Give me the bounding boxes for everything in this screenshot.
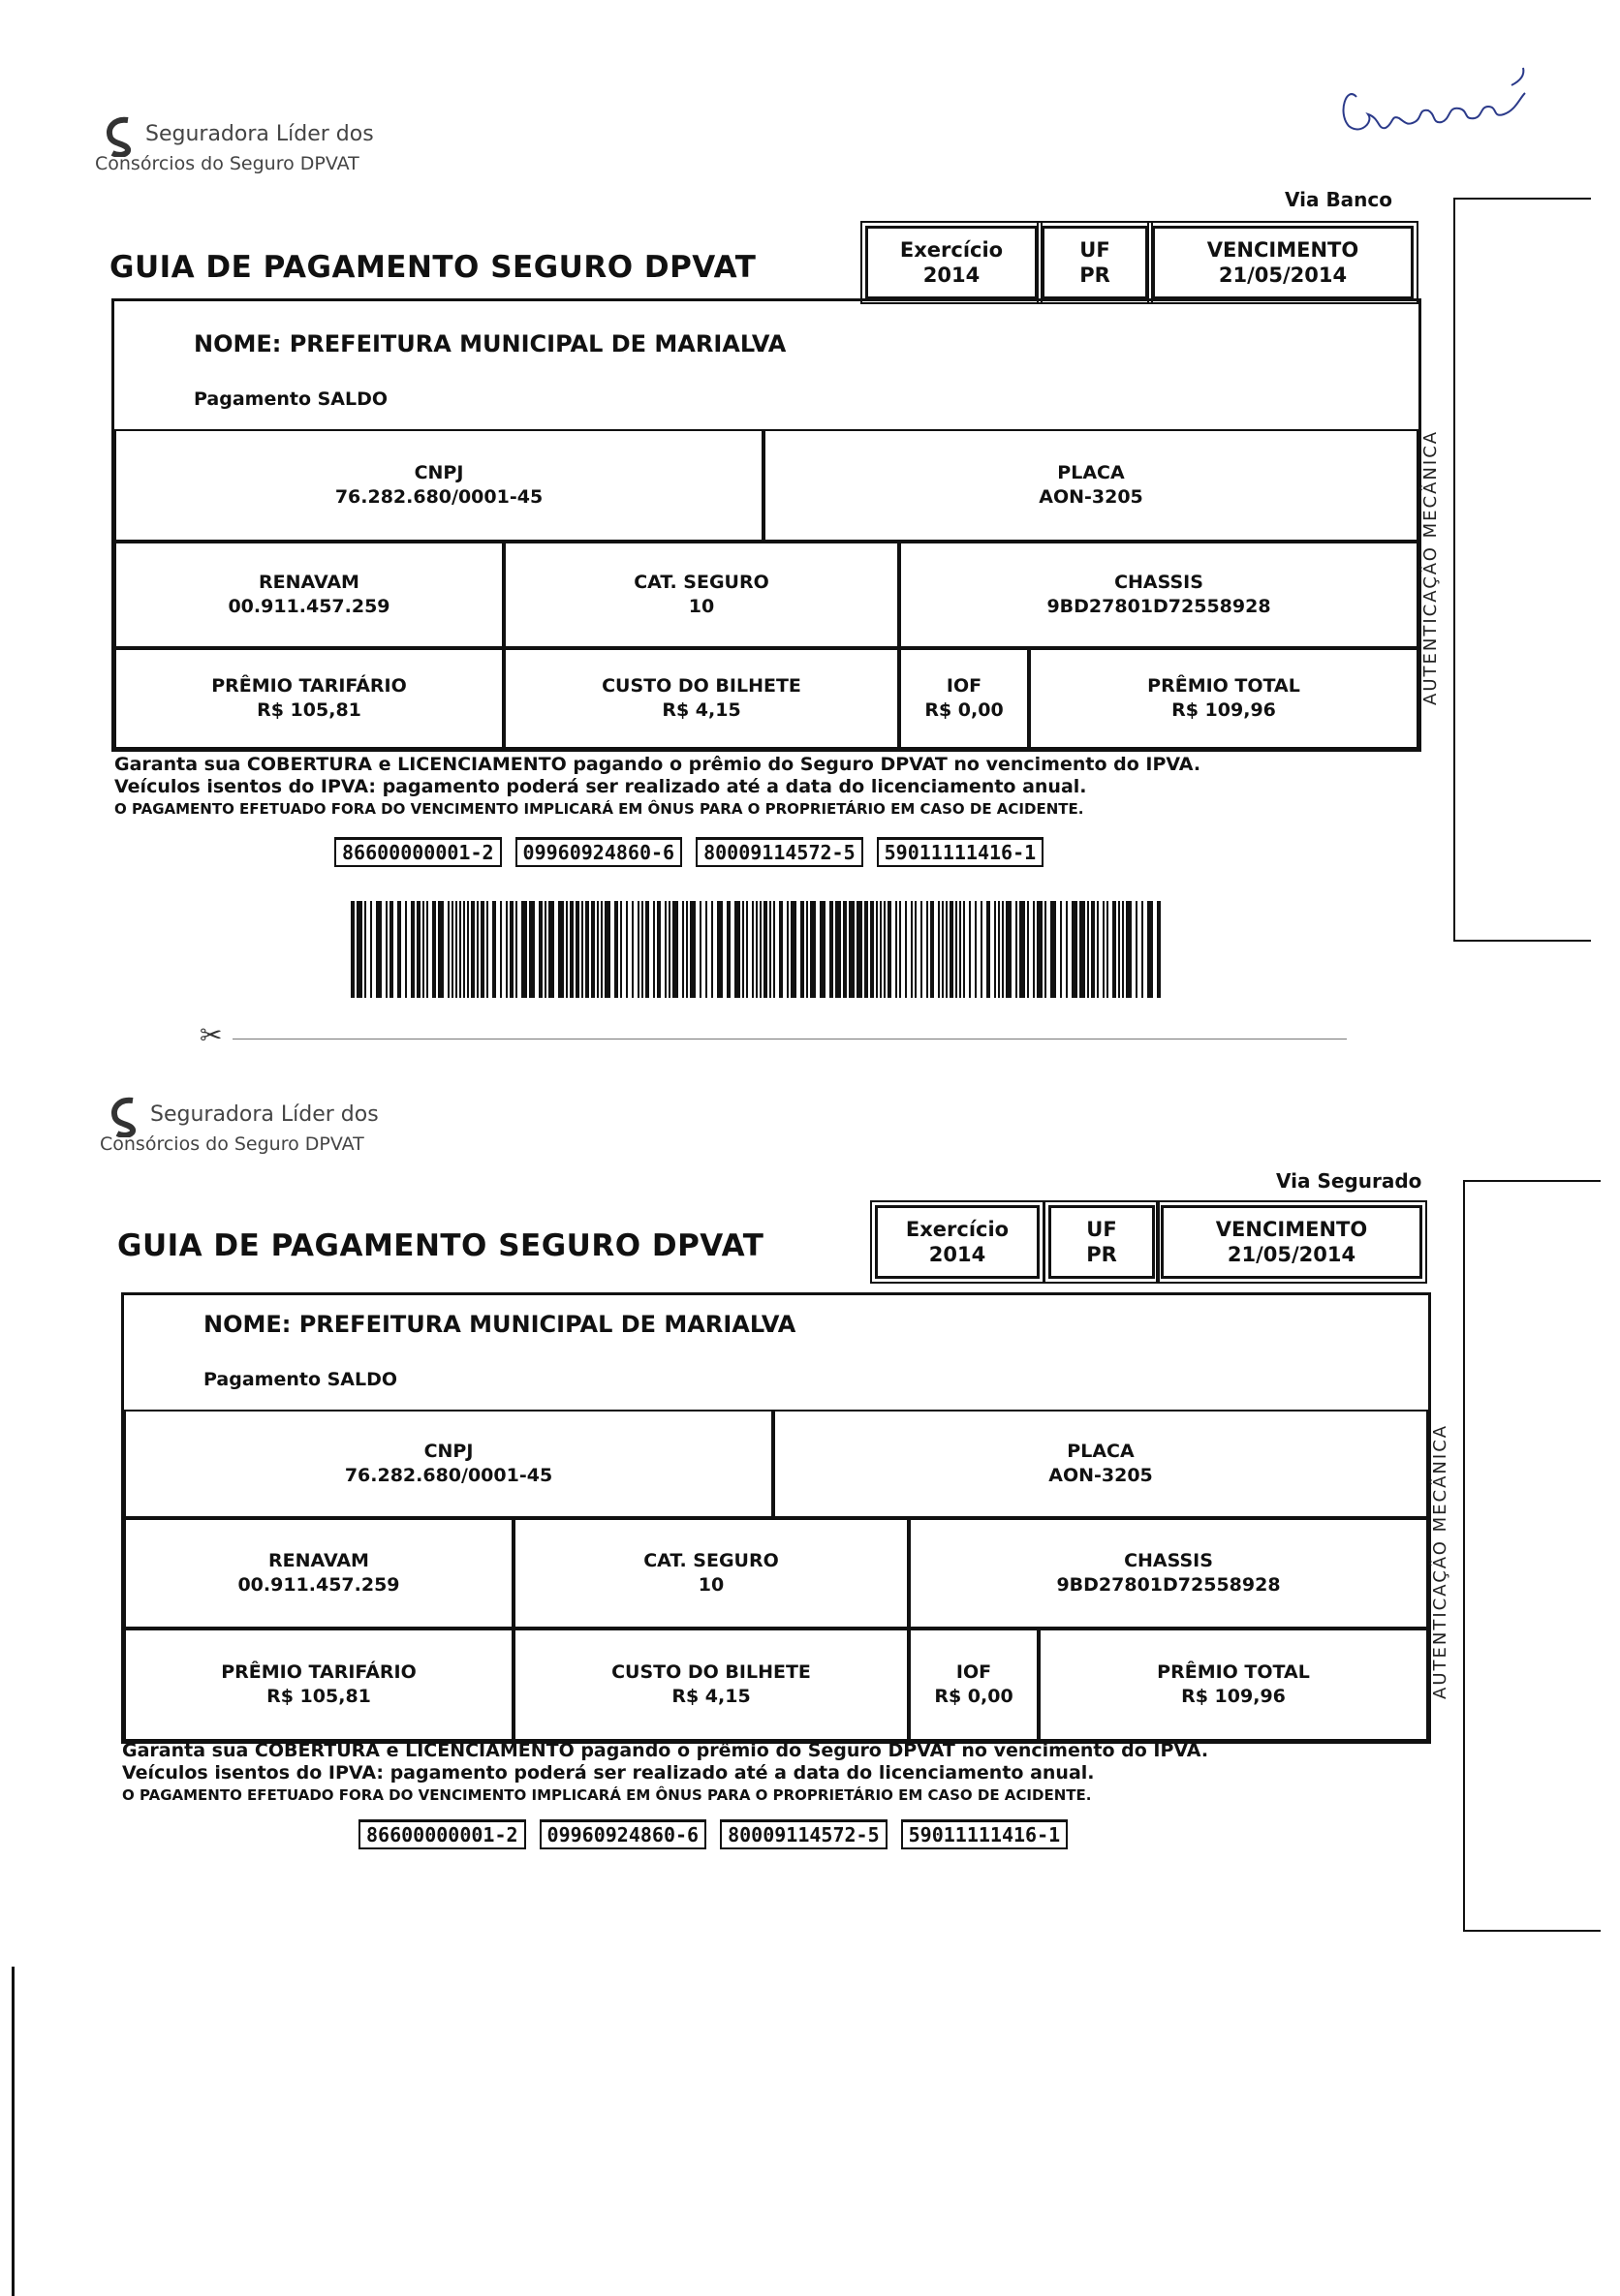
vencimento-box — [1161, 1205, 1422, 1279]
exercicio-value: 2014 — [928, 1243, 986, 1266]
chassis-label: CHASSIS — [1114, 572, 1203, 593]
pagamento-field: Pagamento SALDO — [203, 1369, 398, 1390]
premio-total-value: R$ 109,96 — [1181, 1686, 1286, 1707]
iof-value: R$ 0,00 — [934, 1686, 1013, 1707]
premio-tarifario-value: R$ 105,81 — [266, 1686, 371, 1707]
premio-total-cell — [1039, 1629, 1428, 1741]
autenticacao-mecanica-label: AUTENTICAÇÃO MECÂNICA — [1420, 429, 1441, 705]
via-banco-label: Via Banco — [1285, 188, 1393, 211]
uf-label: UF — [1079, 238, 1110, 262]
iof-label: IOF — [955, 1661, 992, 1683]
renavam-label: RENAVAM — [259, 572, 359, 593]
premio-tarifario-cell — [124, 1629, 514, 1741]
cnpj-cell — [124, 1410, 773, 1518]
chassis-value: 9BD27801D72558928 — [1056, 1574, 1281, 1596]
cat-seguro-label: CAT. SEGURO — [634, 572, 769, 593]
iof-value: R$ 0,00 — [924, 699, 1004, 721]
premio-tarifario-label: PRÊMIO TARIFÁRIO — [221, 1661, 417, 1683]
pagamento-field: Pagamento SALDO — [194, 388, 389, 410]
custo-bilhete-value: R$ 4,15 — [662, 699, 741, 721]
scissors-icon: ✂ — [200, 1019, 223, 1051]
page-title: GUIA DE PAGAMENTO SEGURO DPVAT — [109, 250, 757, 285]
uf-label: UF — [1086, 1218, 1117, 1241]
nome-field: NOME: PREFEITURA MUNICIPAL DE MARIALVA — [194, 330, 787, 357]
barcode-digit-group[interactable]: 09960924860-6 — [515, 837, 683, 867]
placa-label: PLACA — [1057, 462, 1125, 483]
cnpj-label: CNPJ — [414, 462, 464, 483]
note-cobertura: Garanta sua COBERTURA e LICENCIAMENTO pagando o prêmio do Seguro DPVAT no vencimento do IPVA. — [122, 1740, 1209, 1761]
page-title: GUIA DE PAGAMENTO SEGURO DPVAT — [117, 1228, 764, 1263]
uf-value: PR — [1086, 1243, 1117, 1266]
note-cobertura: Garanta sua COBERTURA e LICENCIAMENTO pagando o prêmio do Seguro DPVAT no vencimento do IPVA. — [114, 754, 1201, 775]
renavam-label: RENAVAM — [268, 1550, 369, 1571]
barcode-digit-group[interactable]: 59011111416-1 — [901, 1819, 1069, 1849]
chassis-value: 9BD27801D72558928 — [1046, 596, 1271, 617]
vencimento-value: 21/05/2014 — [1218, 264, 1348, 287]
barcode-digit-group[interactable]: 86600000001-2 — [334, 837, 502, 867]
placa-value: AON-3205 — [1048, 1465, 1153, 1486]
cat-seguro-value: 10 — [698, 1574, 725, 1596]
custo-bilhete-label: CUSTO DO BILHETE — [602, 675, 801, 697]
cat-seguro-value: 10 — [688, 596, 715, 617]
logo-name-line2: Consórcios do Seguro DPVAT — [100, 1133, 364, 1155]
note-isentos: Veículos isentos do IPVA: pagamento poderá ser realizado até a data do licenciamento anual. — [122, 1762, 1095, 1784]
barcode-digit-group[interactable]: 80009114572-5 — [720, 1819, 888, 1849]
note-isentos: Veículos isentos do IPVA: pagamento poderá ser realizado até a data do licenciamento anual. — [114, 776, 1087, 797]
seguradora-logo — [100, 1095, 449, 1172]
cat-seguro-label: CAT. SEGURO — [643, 1550, 779, 1571]
vencimento-label: VENCIMENTO — [1215, 1218, 1368, 1241]
uf-box — [1048, 1205, 1155, 1279]
barcode-digit-group[interactable]: 86600000001-2 — [358, 1819, 526, 1849]
renavam-value: 00.911.457.259 — [228, 596, 390, 617]
nome-field: NOME: PREFEITURA MUNICIPAL DE MARIALVA — [203, 1311, 796, 1338]
cnpj-value: 76.282.680/0001-45 — [344, 1465, 553, 1486]
barcode-digit-group[interactable]: 80009114572-5 — [696, 837, 863, 867]
premio-total-label: PRÊMIO TOTAL — [1147, 675, 1300, 697]
chassis-cell — [909, 1518, 1428, 1629]
vencimento-label: VENCIMENTO — [1206, 238, 1359, 262]
uf-value: PR — [1079, 264, 1110, 287]
dados-veiculo-form — [121, 1292, 1431, 1744]
cnpj-value: 76.282.680/0001-45 — [334, 486, 544, 508]
renavam-cell — [124, 1518, 514, 1629]
logo-icon — [108, 1095, 142, 1137]
scan-margin-line — [12, 1967, 15, 2296]
custo-bilhete-value: R$ 4,15 — [671, 1686, 751, 1707]
premio-tarifario-value: R$ 105,81 — [257, 699, 361, 721]
logo-name-line1: Seguradora Líder dos — [150, 1102, 379, 1127]
payment-notes — [122, 1740, 1208, 1806]
cnpj-label: CNPJ — [423, 1441, 474, 1462]
renavam-value: 00.911.457.259 — [237, 1574, 400, 1596]
iof-label: IOF — [946, 675, 982, 697]
custo-bilhete-label: CUSTO DO BILHETE — [611, 1661, 811, 1683]
premio-tarifario-label: PRÊMIO TARIFÁRIO — [211, 675, 407, 697]
barcode-digit-group[interactable]: 59011111416-1 — [877, 837, 1044, 867]
autenticacao-mecanica-label: AUTENTICAÇÃO MECÂNICA — [1430, 1423, 1450, 1699]
linha-digitavel[interactable] — [358, 1819, 1068, 1849]
exercicio-box — [875, 1205, 1040, 1279]
placa-value: AON-3205 — [1039, 486, 1143, 508]
logo-name-line1: Seguradora Líder dos — [145, 122, 374, 146]
logo-name-line2: Consórcios do Seguro DPVAT — [95, 153, 359, 174]
exercicio-label: Exercício — [905, 1218, 1010, 1241]
exercicio-label: Exercício — [899, 238, 1004, 262]
premio-total-label: PRÊMIO TOTAL — [1157, 1661, 1310, 1683]
chassis-label: CHASSIS — [1124, 1550, 1213, 1571]
vencimento-value: 21/05/2014 — [1227, 1243, 1356, 1266]
placa-cell — [773, 1410, 1428, 1518]
custo-bilhete-cell — [514, 1629, 909, 1741]
note-fora-vencimento: O PAGAMENTO EFETUADO FORA DO VENCIMENTO IMPLICARÁ EM ÔNUS PARA O PROPRIETÁRIO EM CASO DE ACIDENTE. — [122, 1786, 1092, 1804]
barcode-digit-group[interactable]: 09960924860-6 — [540, 1819, 707, 1849]
autenticacao-mecanica-box — [1463, 1180, 1601, 1932]
note-fora-vencimento: O PAGAMENTO EFETUADO FORA DO VENCIMENTO IMPLICARÁ EM ÔNUS PARA O PROPRIETÁRIO EM CASO DE ACIDENTE. — [114, 800, 1084, 818]
premio-total-value: R$ 109,96 — [1171, 699, 1276, 721]
exercicio-value: 2014 — [922, 264, 981, 287]
cat-seguro-cell — [514, 1518, 909, 1629]
placa-label: PLACA — [1067, 1441, 1135, 1462]
via-segurado-label: Via Segurado — [1276, 1169, 1422, 1193]
iof-cell — [909, 1629, 1039, 1741]
